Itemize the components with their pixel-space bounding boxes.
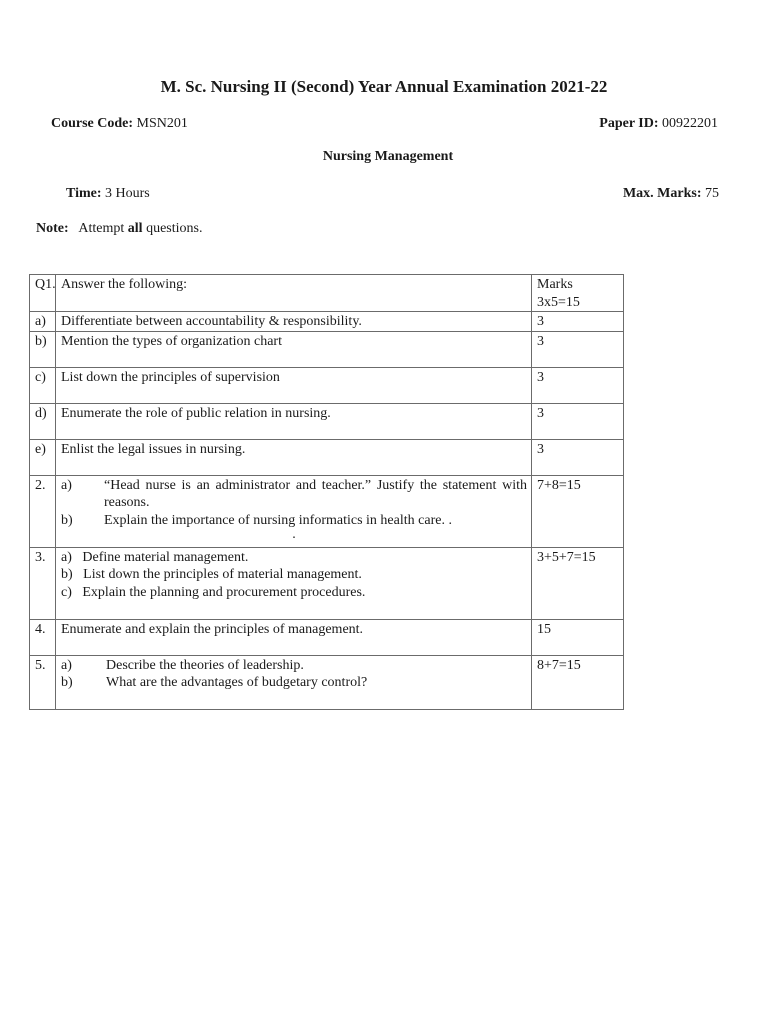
table-row	[30, 655, 624, 709]
sub-question: c) Explain the planning and procurement procedures.	[61, 584, 366, 600]
marks-value: 3	[532, 439, 624, 475]
note	[36, 221, 202, 237]
part-label: c)	[30, 367, 56, 403]
marks-value: 7+8=15	[532, 475, 624, 547]
table-row	[30, 367, 624, 403]
marks-header: Marks	[537, 277, 573, 292]
part-text: Mention the types of organization chart	[56, 331, 532, 367]
exam-title: M. Sc. Nursing II (Second) Year Annual Examination 2021-22	[160, 77, 608, 96]
subject-title: Nursing Management	[322, 149, 454, 164]
paper-id-label: Paper ID:	[599, 116, 659, 131]
sub-label: a)	[61, 657, 72, 673]
sub-question	[61, 657, 527, 675]
time-value: 3 Hours	[105, 186, 150, 201]
note-label: Note:	[36, 221, 69, 236]
sub-label: a)	[61, 477, 72, 493]
question-text: Answer the following:	[56, 275, 532, 312]
part-text: Enlist the legal issues in nursing.	[56, 439, 532, 475]
table-row	[30, 547, 624, 619]
marks-value: 3	[532, 367, 624, 403]
question-text: Enumerate and explain the principles of management.	[56, 619, 532, 655]
max-marks-value: 75	[705, 186, 719, 201]
table-row	[30, 475, 624, 547]
part-text: Enumerate the role of public relation in nursing.	[56, 403, 532, 439]
question-number: 5.	[30, 655, 56, 709]
table-row	[30, 331, 624, 367]
marks-value: 3+5+7=15	[532, 547, 624, 619]
sub-question	[61, 674, 527, 692]
table-row	[30, 312, 624, 332]
question-text	[56, 475, 532, 547]
max-marks-label: Max. Marks:	[622, 186, 702, 201]
part-text: Differentiate between accountability & responsibility.	[56, 312, 532, 332]
marks-value: 15	[532, 619, 624, 655]
question-number: Q1.	[30, 275, 56, 312]
sub-question: a) Define material management.	[61, 549, 249, 565]
part-label: d)	[30, 403, 56, 439]
part-label: e)	[30, 439, 56, 475]
note-bold: all	[127, 221, 143, 236]
sub-label: b)	[61, 675, 73, 690]
course-code-label: Course Code:	[51, 116, 134, 131]
table-row	[30, 275, 624, 312]
sub-text: What are the advantages of budgetary control?	[106, 675, 368, 690]
paper-id-value: 00922201	[662, 116, 718, 131]
table-row	[30, 619, 624, 655]
note-post: questions.	[146, 221, 203, 236]
paper-id	[599, 116, 718, 132]
table-row	[30, 439, 624, 475]
marks-value: 3x5=15	[537, 294, 580, 310]
question-number: 4.	[30, 619, 56, 655]
sub-question: b) List down the principles of material management.	[61, 567, 362, 582]
course-code	[51, 116, 188, 132]
marks-value: 3	[532, 312, 624, 332]
sub-question	[61, 477, 527, 512]
part-label: a)	[30, 312, 56, 332]
sub-text: Describe the theories of leadership.	[106, 657, 304, 673]
question-number: 3.	[30, 547, 56, 619]
sub-text: Explain the importance of nursing informatics in health care. .	[104, 512, 452, 528]
part-label: b)	[30, 331, 56, 367]
course-code-value: MSN201	[136, 116, 188, 131]
marks-value: 8+7=15	[532, 655, 624, 709]
question-text	[56, 655, 532, 709]
marks-cell	[532, 275, 624, 312]
table-row	[30, 403, 624, 439]
time-label: Time:	[66, 186, 102, 201]
marks-value: 3	[532, 403, 624, 439]
question-text	[56, 547, 532, 619]
question-table	[29, 274, 624, 710]
max-marks	[623, 186, 719, 202]
time-allowed	[66, 186, 150, 202]
sub-text: “Head nurse is an administrator and teacher.” Justify the statement with reasons.	[104, 477, 527, 510]
marks-value: 3	[532, 331, 624, 367]
note-pre: Attempt	[78, 221, 125, 236]
trailing-dot: .	[292, 527, 296, 542]
question-number: 2.	[30, 475, 56, 547]
part-text: List down the principles of supervision	[56, 367, 532, 403]
sub-label: b)	[61, 512, 73, 528]
